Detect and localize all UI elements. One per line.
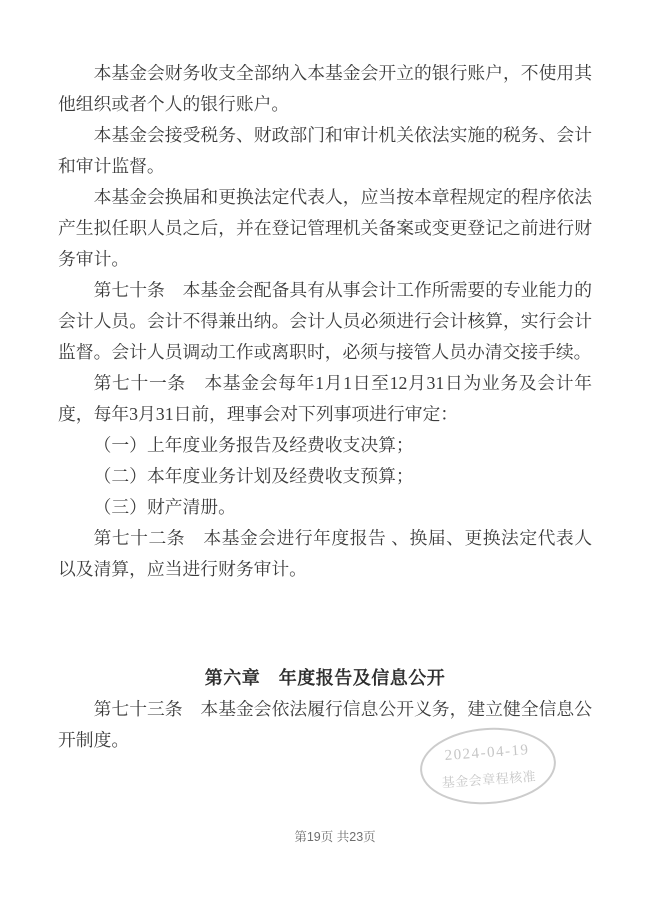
page-number-footer: 第19页 共23页 (294, 830, 376, 844)
paragraph-tax-audit-supervision: 本基金会接受税务、财政部门和审计机关依法实施的税务、会计和审计监督。 (58, 125, 592, 176)
chapter-6-title: 第六章 年度报告及信息公开 (204, 668, 446, 688)
article-71-item-1: （一）上年度业务报告及经费收支决算； (93, 435, 414, 455)
article-72: 第七十二条 本基金会进行年度报告 、换届、更换法定代表人以及清算，应当进行财务审计。 (58, 528, 592, 579)
article-73: 第七十三条 本基金会依法履行信息公开义务，建立健全信息公开制度。 (58, 699, 592, 750)
article-71-item-3: （三）财产清册。 (93, 497, 236, 517)
article-71-item-2: （二）本年度业务计划及经费收支预算； (93, 466, 414, 486)
approval-stamp-date: 2024-04-19 (444, 741, 531, 764)
article-71: 第七十一条 本基金会每年1月1日至12月31日为业务及会计年度，每年3月31日前，理事会对下列事项进行审定： (58, 373, 592, 424)
document-content (58, 58, 592, 756)
article-70: 第七十条 本基金会配备具有从事会计工作所需要的专业能力的会计人员。会计不得兼出纳。会计人员必须进行会计核算，实行会计监督。会计人员调动工作或离职时，必须与接管人员办清交接手续。 (58, 280, 592, 362)
paragraph-reelection-financial-audit: 本基金会换届和更换法定代表人，应当按本章程规定的程序依法产生拟任职人员之后，并在登记管理机关备案或变更登记之前进行财务审计。 (58, 187, 592, 269)
approval-stamp-label: 基金会章程核准 (441, 768, 537, 790)
paragraph-bank-accounts: 本基金会财务收支全部纳入本基金会开立的银行账户，不使用其他组织或者个人的银行账户。 (58, 63, 592, 114)
